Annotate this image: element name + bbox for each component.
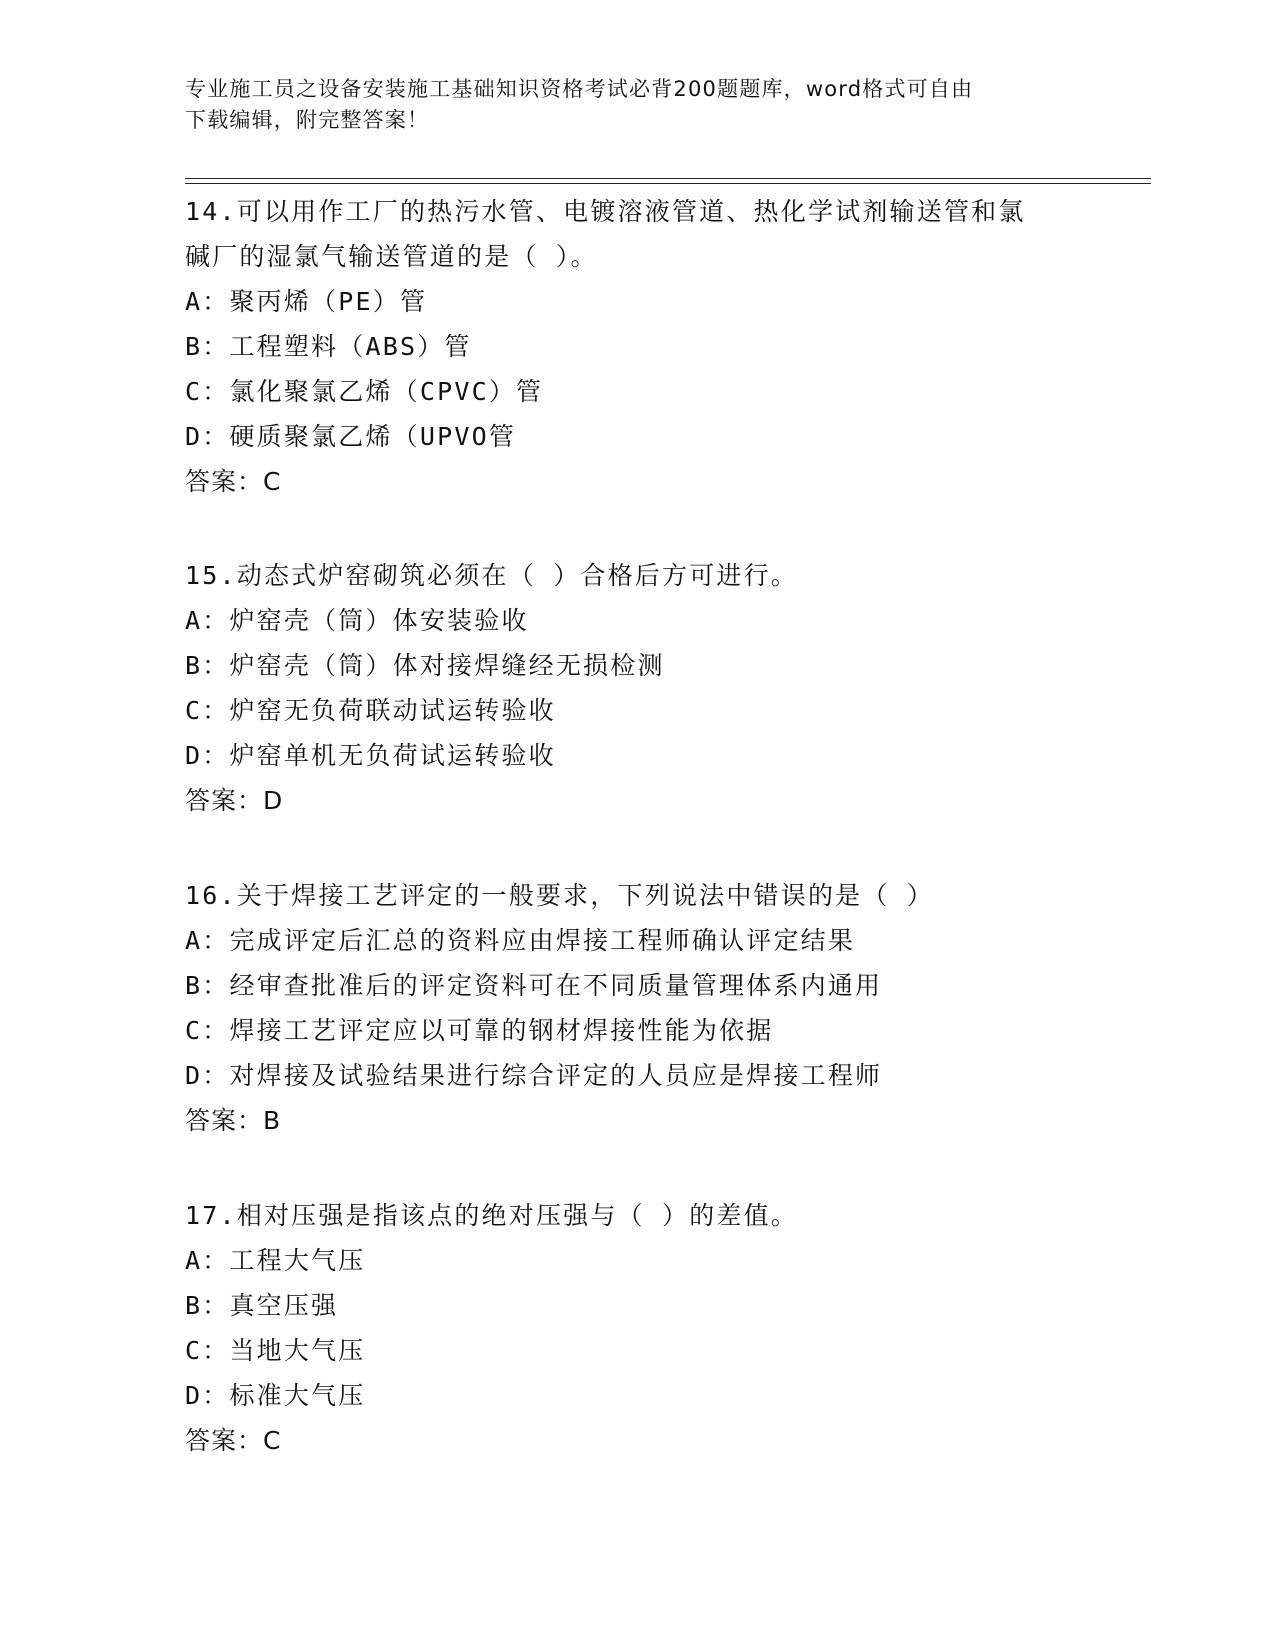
question-stem [185, 1193, 1115, 1238]
question-stem-line: 16.关于焊接工艺评定的一般要求，下列说法中错误的是（ ） [185, 881, 935, 910]
question-14 [185, 189, 1115, 504]
option-a: A：工程大气压 [185, 1246, 366, 1275]
question-16 [185, 873, 1115, 1143]
option-d: D：标准大气压 [185, 1381, 366, 1410]
question-17 [185, 1193, 1115, 1463]
question-stem [185, 873, 1115, 918]
option-b: B：真空压强 [185, 1291, 339, 1320]
option-b: B：炉窑壳（筒）体对接焊缝经无损检测 [185, 651, 665, 680]
answer-line: 答案：C [185, 1426, 282, 1455]
header-line-1: 专业施工员之设备安装施工基础知识资格考试必背200题题库，word格式可自由 [185, 77, 974, 101]
header-divider-bottom [185, 183, 1151, 184]
question-stem-line: 碱厂的湿氯气输送管道的是（ ）。 [185, 242, 598, 271]
option-c: C：炉窑无负荷联动试运转验收 [185, 696, 556, 725]
question-15 [185, 553, 1115, 823]
question-stem [185, 553, 1115, 598]
question-stem-line: 14.可以用作工厂的热污水管、电镀溶液管道、热化学试剂输送管和氯 [185, 197, 1026, 226]
option-d: D：对焊接及试验结果进行综合评定的人员应是焊接工程师 [185, 1061, 883, 1090]
question-stem-line: 17.相对压强是指该点的绝对压强与（ ）的差值。 [185, 1201, 799, 1230]
option-b: B：经审查批准后的评定资料可在不同质量管理体系内通用 [185, 971, 883, 1000]
answer-line: 答案：D [185, 786, 284, 815]
option-d: D：硬质聚氯乙烯（UPVO管 [185, 422, 517, 451]
question-stem [185, 189, 1115, 279]
answer-line: 答案：B [185, 1106, 282, 1135]
question-stem-line: 15.动态式炉窑砌筑必须在（ ）合格后方可进行。 [185, 561, 799, 590]
document-header [185, 74, 1085, 136]
option-a: A：炉窑壳（筒）体安装验收 [185, 606, 529, 635]
header-divider-top [185, 178, 1151, 179]
answer-line: 答案：C [185, 467, 282, 496]
option-a: A：完成评定后汇总的资料应由焊接工程师确认评定结果 [185, 926, 856, 955]
option-c: C：氯化聚氯乙烯（CPVC）管 [185, 377, 544, 406]
option-b: B：工程塑料（ABS）管 [185, 332, 472, 361]
header-line-2: 下载编辑，附完整答案！ [185, 108, 430, 132]
option-d: D：炉窑单机无负荷试运转验收 [185, 741, 556, 770]
option-c: C：当地大气压 [185, 1336, 366, 1365]
option-a: A：聚丙烯（PE）管 [185, 287, 428, 316]
option-c: C：焊接工艺评定应以可靠的钢材焊接性能为依据 [185, 1016, 774, 1045]
